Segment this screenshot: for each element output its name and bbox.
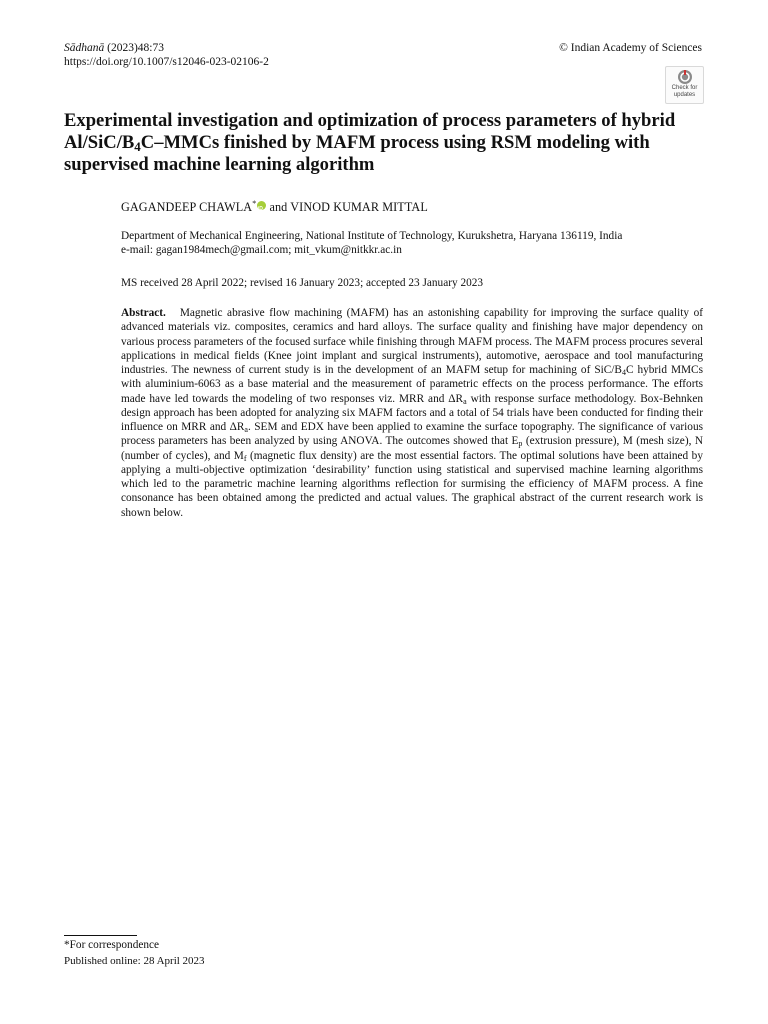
abstract-subscript-4: p — [518, 439, 523, 449]
abstract-text-1: Magnetic abrasive flow machining (MAFM) has an astonishing capability for improving the surface quality of advanced materials viz. composites, ceramics and hard alloys. The surface quality and finishing have major dependency on various process parameters of the focused surface while finishing through MAFM process. The MAFM process procures several applications in medical fields (Knee joint implant and surgical instruments), automotive, aerospace and tool manufacturing industries. The newness of current study is in the development of an MAFM setup for machining of SiC/B — [121, 307, 703, 376]
title-subscript: 4 — [134, 139, 141, 154]
footnote-divider — [64, 935, 137, 936]
correspondence-mark: * — [252, 199, 257, 208]
affiliation-email[interactable]: e-mail: gagan1984mech@gmail.com; mit_vkum@nitkkr.ac.in — [121, 244, 402, 256]
badge-label-2: updates — [673, 91, 696, 98]
affiliation — [121, 229, 706, 257]
abstract-text-3: with response surface methodology. Box-Behnken design approach has been adopted for analyzing six MAFM factors and a total of 54 trials have been conducted for finding their influence on MRR and ΔR — [121, 392, 703, 433]
title-text-2: C–MMCs finished by MAFM process using RSM modeling with supervised machine learning algorithm — [64, 132, 650, 175]
check-for-updates-badge[interactable] — [665, 66, 704, 104]
author-conjunction: and — [266, 200, 291, 215]
abstract-subscript-1: 4 — [621, 368, 626, 377]
author-2[interactable]: VINOD KUMAR MITTAL — [290, 200, 428, 215]
author-1[interactable]: GAGANDEEP CHAWLA — [121, 200, 253, 215]
journal-volume: (2023)48:73 — [104, 42, 164, 54]
received-dates: MS received 28 April 2022; revised 16 January 2023; accepted 23 January 2023 — [121, 277, 484, 289]
abstract-subscript-3: a — [244, 425, 248, 434]
abstract-text-6: (magnetic flux density) are the most essential factors. The optimal solutions have been attained by applying a multi-objective optimization ‘desirability’ function using statistical and supervised machine learning algorithms which led to the parametric machine learning algorithms reflection for surmising the efficiency of MAFM process. A fine consonance has been obtained among the predicted and actual values. The graphical abstract of the current research work is shown below. — [121, 449, 703, 519]
abstract-text-2: C hybrid MMCs with aluminium-6063 as a base material and the measurement of parametric effects on the process performance. The efforts made have led towards the modeling of two responses viz. MRR and ΔR — [121, 364, 703, 405]
orcid-icon[interactable] — [257, 201, 266, 210]
journal-name: Sādhanā — [64, 42, 105, 54]
paper-title — [64, 110, 704, 176]
abstract-text-5: (extrusion pressure), M (mesh size), N (number of cycles), and M — [121, 435, 703, 462]
abstract-text-4: . SEM and EDX have been applied to examine the surface topography. The significance of various process parameters has been analyzed by using ANOVA. The outcomes showed that E — [121, 421, 703, 448]
published-date: Published online: 28 April 2023 — [64, 955, 205, 967]
doi-link[interactable]: https://doi.org/10.1007/s12046-023-02106-2 — [64, 56, 269, 68]
publisher-copyright: © Indian Academy of Sciences — [559, 42, 702, 54]
author-list — [121, 196, 428, 215]
title-text-1: Experimental investigation and optimization of process parameters of hybrid Al/SiC/B — [64, 110, 676, 153]
abstract-subscript-2: a — [463, 396, 467, 406]
affiliation-department: Department of Mechanical Engineering, National Institute of Technology, Kurukshetra, Haryana 136119, India — [121, 230, 623, 242]
correspondence-footnote: *For correspondence — [64, 939, 160, 951]
check-for-updates-icon — [677, 69, 693, 85]
badge-label-1: Check for — [671, 85, 698, 91]
abstract-subscript-5: f — [243, 453, 247, 463]
abstract — [121, 306, 703, 520]
journal-citation — [64, 41, 164, 55]
abstract-label: Abstract. — [121, 307, 166, 319]
